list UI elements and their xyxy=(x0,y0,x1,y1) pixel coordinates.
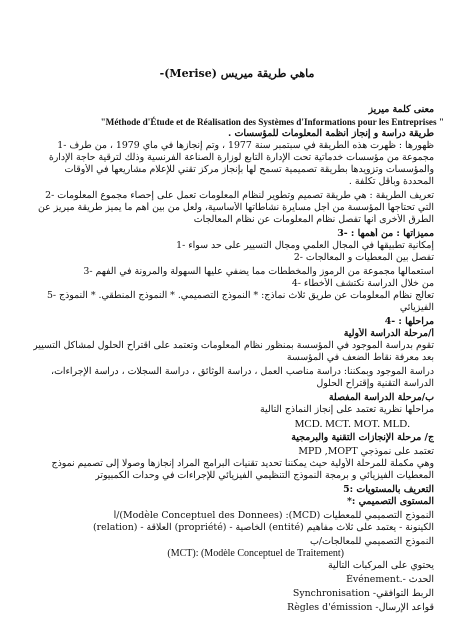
phase-b-models: MCD. MCT. MOT. MLD. xyxy=(294,418,410,430)
document-title: ماهي طريقة ميريس (Merise)- xyxy=(159,68,315,80)
feature-item-1: إمكانية تطبيقها في المجال العلمي ومجال التسيير على حد سواء -1 xyxy=(176,240,434,251)
features-heading: مميزاتها : من أهمها : -3 xyxy=(337,228,434,239)
phase-a-line-3: دراسة الموجود وبمكننا: دراسة مناصب العمل ، دراسة الوثائق ، دراسة السجلات ، دراسة الإجراءات، xyxy=(51,366,434,377)
origin-line-3: والمؤسسات وتزويدها بطريقة تصميمية تسمح لها بإنجاز مركز تقني للإعلام مشاريعها في الأوقات xyxy=(64,164,434,175)
method-definition-line-1: تعريف الطريقة : هي طريقة تصميم وتطوير لنظام المعلومات تعمل على إحصاء مجموع المعلومات -2 xyxy=(45,190,434,201)
mct-line: (MCT): (Modèle Conceptuel de Traitement) xyxy=(167,548,344,559)
heading-word-meaning: معنى كلمة ميريز xyxy=(368,104,434,115)
feature-item-5: تعالج نظام المعلومات عن طريق ثلاث نماذج: * النموذج التصميمي. * النموذج المنطقي. * النموذج -5 xyxy=(46,290,434,301)
levels-heading: التعريف بالمستويات :5 xyxy=(343,484,434,495)
phase-c-line-2: وهي مكملة للمرحلة الأولية حيث يمكننا تحديد تقنيات البرامج المراد إنجازها وصولا إلى تصميم نموذج xyxy=(51,458,434,469)
mct-heading: النموذج التصميمي للمعالجات/ب xyxy=(310,536,434,547)
phase-c-line-1: تعتمد على نموذجي MPD ,MOPT xyxy=(298,446,434,457)
origin-line-1: ظهورها : ظهرت هذه الطريقة في سبتمبر سنة 1977 ، وتم إنجازها في ماي 1979 ، من طرف -1 xyxy=(57,140,434,151)
merise-acronym-expansion: "Méthode d'Étude et de Réalisation des Systèmes d'Informations pour les Entreprises " xyxy=(100,117,444,127)
origin-line-4: المحددة وبأقل تكلفة . xyxy=(348,176,434,187)
phases-heading: مراحلها : -4 xyxy=(384,316,434,327)
mcd-line: النموذج التصميمي للمعطيات (MCD): (Modèle Conceptuel des Donnees)/أ xyxy=(113,510,434,521)
feature-item-5-cont: الفيزيائي xyxy=(399,302,434,313)
event-item: الحدث -.Événement xyxy=(346,574,434,585)
phase-c-line-3: المعطيات الفيزيائي و برمجة النموذج التنظيمي الفيزيائي للإجراءات في وحدات الكمبيوتر xyxy=(95,470,434,481)
feature-item-4: من خلال الدراسة نكتشف الأخطاء -4 xyxy=(291,278,434,289)
synchronisation-item: الربط التوافقي- Synchronisation xyxy=(292,588,434,599)
emission-rules-item: قواعد الإرسال- Règles d'émission xyxy=(287,602,434,613)
conceptual-level-heading: المستوى التصميمي :* xyxy=(346,496,434,507)
definition-line: طريقة دراسة و إنجاز أنظمة المعلومات للمؤسسات . xyxy=(227,128,434,139)
phase-b-line-1: مراحلها نظرية تعتمد على إنجاز النماذج التالية xyxy=(260,404,434,415)
feature-item-3: استعمالها مجموعة من الرموز والمخططات مما يضفي عليها السهولة والمرونة في الفهم -3 xyxy=(83,266,434,277)
feature-item-2: تفصل بين المعطيات و المعالجات -2 xyxy=(293,252,434,263)
phase-a-line-2: بعد معرفة نقاط الضعف في المؤسسة xyxy=(286,352,434,363)
mct-components-line: يحتوي على المركبات التالية xyxy=(327,560,434,571)
origin-line-2: مجموعة من مؤسسات خدماتية تحت الإدارة التابع لوزارة الصناعة الفرنسية وذلك لترقية حاجة الإدارة xyxy=(48,152,434,163)
phase-a-line-1: تقوم بدراسة الموجود في المؤسسة بمنظور نظام المعلومات وتعتمد على اقتراح الحلول لمشاكل التسيير xyxy=(33,340,434,351)
phase-c-heading: ج/ مرحلة الإنجازات التقنية والبرمجية xyxy=(291,432,434,443)
method-definition-line-2: التي تحتاجها المؤسسة من أجل مسايرة نشاطاتها الأساسية، ولعل من بين أهم ما يميز طريقة ميريز عن xyxy=(38,202,434,213)
method-definition-line-3: الطرق الأخرى أنها تفصل نظام المعلومات عن نظام المعالجات xyxy=(193,214,434,225)
phase-b-heading: ب/مرحلة الدراسة المفصلة xyxy=(328,392,434,403)
phase-a-line-4: الدراسة التقنية وإقتراح الحلول xyxy=(316,378,434,389)
mcd-concepts-line: الكينونة - يعتمد على ثلاث مفاهيم (entité) الخاصية - (propriété) العلاقة - (relation) xyxy=(93,522,434,533)
phase-a-heading: أ/مرحلة الدراسة الأولية xyxy=(343,328,434,339)
